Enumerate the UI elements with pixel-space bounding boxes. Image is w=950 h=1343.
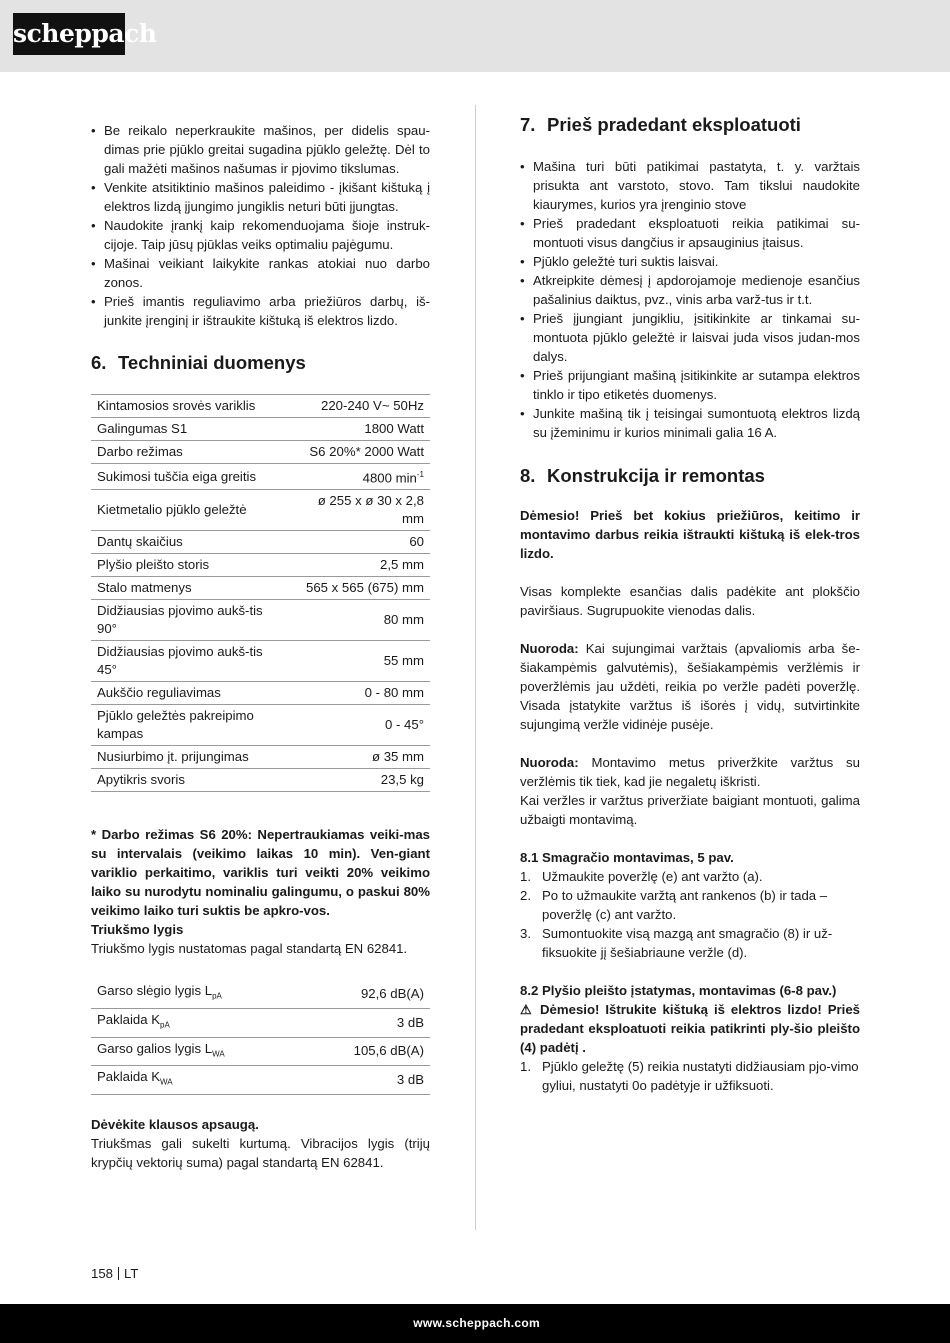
subsection-8-1-title: 8.1 Smagračio montavimas, 5 pav. [520, 850, 734, 865]
table-row [91, 464, 430, 490]
parts-paragraph: Visas komplekte esančias dalis padėkite ant plokščio paviršiaus. Sugrupuokite vienodas dalis. [520, 584, 860, 618]
spec-value: 80 mm [290, 600, 430, 641]
note-2: Nuoroda: Montavimo metus priveržkite varžtus su veržlėmis tik tiek, kad jie negaletų iškristi. [520, 755, 860, 789]
spec-label: Apytikris svoris [91, 769, 290, 792]
table-row [91, 600, 430, 641]
noise-label: Garso galios lygis $L_{WA}$ [91, 1037, 304, 1066]
section-7-heading: 7. Prieš pradedant eksploatuoti [520, 114, 801, 135]
list-item: 1. Užmaukite poveržlę (e) ant varžto (a). [520, 869, 763, 884]
ear-protection-heading: Dėvėkite klausos apsaugą. [91, 1116, 259, 1132]
spec-label: Galingumas S1 [91, 418, 290, 441]
table-row [91, 554, 430, 577]
spec-label: Kintamosios srovės variklis [91, 395, 290, 418]
table-row [91, 490, 430, 531]
section-8-heading: 8. Konstrukcija ir remontas [520, 465, 765, 486]
noise-value: 105,6 dB(A) [304, 1037, 430, 1066]
list-item: 2. Po to užmaukite varžtą ant rankenos (b) ir tada – poveržlę (c) ant varžto. [520, 888, 828, 922]
spec-value: S6 20%* 2000 Watt [290, 441, 430, 464]
table-row [91, 746, 430, 769]
spec-label: Didžiausias pjovimo aukš-tis 45° [91, 641, 290, 682]
spec-value: ø 255 x ø 30 x 2,8 mm [290, 490, 430, 531]
note-1: Nuoroda: Kai sujungimai varžtais (apvaliomis arba še-šiakampėmis galvutėmis), šešiakampėmis veržlėmis ir poveržlėmis jau uždėti, reikia po veržle padėti poveržlę. Visada įstatykite varžtus iš išorės į vidų, sutvirtinkite sujungimą veržle vidinėje pusėje. [520, 641, 860, 732]
spec-value: 1800 Watt [290, 418, 430, 441]
list-item: • Venkite atsitiktinio mašinos paleidimo - įkišant kištuką į elektros lizdą įjungimo jungiklis neturi būti įjungtas. [91, 178, 430, 216]
list-item: • Naudokite įrankį kaip rekomenduojama šioje instruk-cijoje. Taip jūsų pjūklas veiks optimaliu pajėgumu. [91, 216, 430, 254]
spec-value: 565 x 565 (675) mm [290, 577, 430, 600]
noise-label: Garso slėgio lygis $L_{pA}$ [91, 980, 304, 1008]
duty-cycle-note: * Darbo režimas S6 20%: Nepertraukiamas veiki-mas su intervalais (veikimo laikas 10 min). Ven-giant variklio perkaitimo, variklis turi veikti 20% veikimo laiko su nurodytu nominaliu galingumu, o paskui 80% veikimo laiko turi suktis be apkro-vos. [91, 827, 430, 919]
left-column [91, 121, 430, 1172]
noise-value: 92,6 dB(A) [304, 980, 430, 1008]
list-item: • Junkite mašiną tik į teisingai sumontuotą elektros lizdą su įžeminimu ir kurios minimali galia 16 A. [520, 404, 860, 442]
spec-value: 0 - 45° [290, 705, 430, 746]
noise-value: 3 dB [304, 1066, 430, 1095]
list-item: 3. Sumontuokite visą mazgą ant smagračio (8) ir už-fiksuokite jį šešiabriaune veržle (d). [520, 926, 833, 960]
spec-value: 4800 $\min^{-1}$ [290, 464, 430, 490]
table-row [91, 395, 430, 418]
spec-label: Pjūklo geležtės pakreipimo kampas [91, 705, 290, 746]
noise-label: Paklaida $K_{pA}$ [91, 1009, 304, 1038]
table-row [91, 1009, 430, 1038]
table-row [91, 418, 430, 441]
spec-label: Nusiurbimo įt. prijungimas [91, 746, 290, 769]
table-row [91, 705, 430, 746]
list-item: • Pjūklo geležtė turi suktis laisvai. [520, 252, 860, 271]
note-2-continued: Kai veržles ir varžtus priveržiate baigiant montuoti, galima užbaigti montavimą. [520, 793, 860, 827]
spec-label: Kietmetalio pjūklo geležtė [91, 490, 290, 531]
subsection-8-2-steps [520, 1057, 860, 1095]
spec-label: Aukščio reguliavimas [91, 682, 290, 705]
list-item: • Prieš imantis reguliavimo arba priežiūros darbų, iš-junkite įrenginį ir ištraukite kištuką iš elektros lizdo. [91, 292, 430, 330]
spec-label: Stalo matmenys [91, 577, 290, 600]
noise-table [91, 980, 430, 1095]
spec-value: 2,5 mm [290, 554, 430, 577]
table-row [91, 682, 430, 705]
startup-bullet-list [520, 157, 860, 442]
footer-band [0, 1304, 950, 1343]
safety-bullet-list [91, 121, 430, 330]
website-url[interactable]: www.scheppach.com [413, 1316, 540, 1330]
list-item: • Mašinai veikiant laikykite rankas atokiai nuo darbo zonos. [91, 254, 430, 292]
noise-label: Paklaida $K_{WA}$ [91, 1066, 304, 1095]
table-row [91, 1037, 430, 1066]
spec-label: Didžiausias pjovimo aukš-tis 90° [91, 600, 290, 641]
spec-label: Plyšio pleišto storis [91, 554, 290, 577]
list-item: 1. Pjūklo geležtę (5) reikia nustatyti didžiausiam pjo-vimo gyliui, nustatyti 0o padėtyje ir užfiksuoti. [520, 1059, 859, 1093]
noise-heading: Triukšmo lygis [91, 922, 184, 938]
table-row [91, 441, 430, 464]
table-row [91, 980, 430, 1008]
list-item: • Be reikalo neperkraukite mašinos, per didelis spau-dimas prie pjūklo greitai sugadina pjūklo geležtę. Dėl to gali mažėti mašinos našumas ir pjovimo tikslumas. [91, 121, 430, 178]
warning-triangle-icon: ⚠ [520, 1002, 535, 1017]
spec-label: Darbo režimas [91, 441, 290, 464]
ear-protection-text: Triukšmas gali sukelti kurtumą. Vibracijos lygis (trijų krypčių vektorių suma) pagal standartą EN 62841. [91, 1135, 430, 1170]
table-row [91, 531, 430, 554]
list-item: • Prieš prijungiant mašiną įsitikinkite ar sutampa elektros tinklo ir tipo etiketės duomenys. [520, 366, 860, 404]
spec-label: Sukimosi tuščia eiga greitis [91, 464, 290, 490]
list-item: • Mašina turi būti patikimai pastatyta, t. y. varžtais prisukta ant varstoto, stovo. Tam tikslui naudokite kiaurymes, kurios yra įrenginio stove [520, 157, 860, 214]
noise-value: 3 dB [304, 1009, 430, 1038]
list-item: • Prieš pradedant eksploatuoti reikia patikimai su-montuoti visus dangčius ir apsauginius įtaisus. [520, 214, 860, 252]
table-row [91, 641, 430, 682]
spec-value: ø 35 mm [290, 746, 430, 769]
subsection-8-1-steps [520, 867, 860, 962]
spec-value: 55 mm [290, 641, 430, 682]
spec-value: 60 [290, 531, 430, 554]
spec-value: 220-240 V~ 50Hz [290, 395, 430, 418]
noise-text: Triukšmo lygis nustatomas pagal standartą EN 62841. [91, 941, 408, 957]
spec-value: 0 - 80 mm [290, 682, 430, 705]
right-column [520, 113, 860, 1095]
page-number: 158 LT [91, 1266, 139, 1281]
warning-text: Dėmesio! Prieš bet kokius priežiūros, keitimo ir montavimo darbus reikia ištraukti kištuką iš elek-tros lizdo. [520, 508, 860, 561]
section-6-heading: 6. Techniniai duomenys [91, 352, 306, 373]
spec-label: Dantų skaičius [91, 531, 290, 554]
column-divider [475, 105, 476, 1230]
list-item: • Prieš įjungiant jungikliu, įsitikinkite ar tinkamai su-montuota pjūklo geležtė ir laisvai juda visos judan-mos dalys. [520, 309, 860, 366]
header-band [0, 0, 950, 72]
table-row [91, 1066, 430, 1095]
spec-value: 23,5 kg [290, 769, 430, 792]
subsection-8-2-title: 8.2 Plyšio pleišto įstatymas, montavimas (6-8 pav.) [520, 983, 837, 998]
scheppach-logo: scheppach [13, 13, 125, 55]
table-row [91, 577, 430, 600]
list-item: • Atkreipkite dėmesį į apdorojamoje medienoje esančius pašalinius daiktus, pvz., vinis arba varž-tus ir t.t. [520, 271, 860, 309]
subsection-8-2-warning: ⚠ Dėmesio! Ištrukite kištuką iš elektros lizdo! Prieš pradedant eksploatuoti reikia patikrinti ply-šio pleišto (4) padėtį . [520, 1002, 860, 1055]
table-row [91, 769, 430, 792]
tech-specs-table [91, 394, 430, 792]
